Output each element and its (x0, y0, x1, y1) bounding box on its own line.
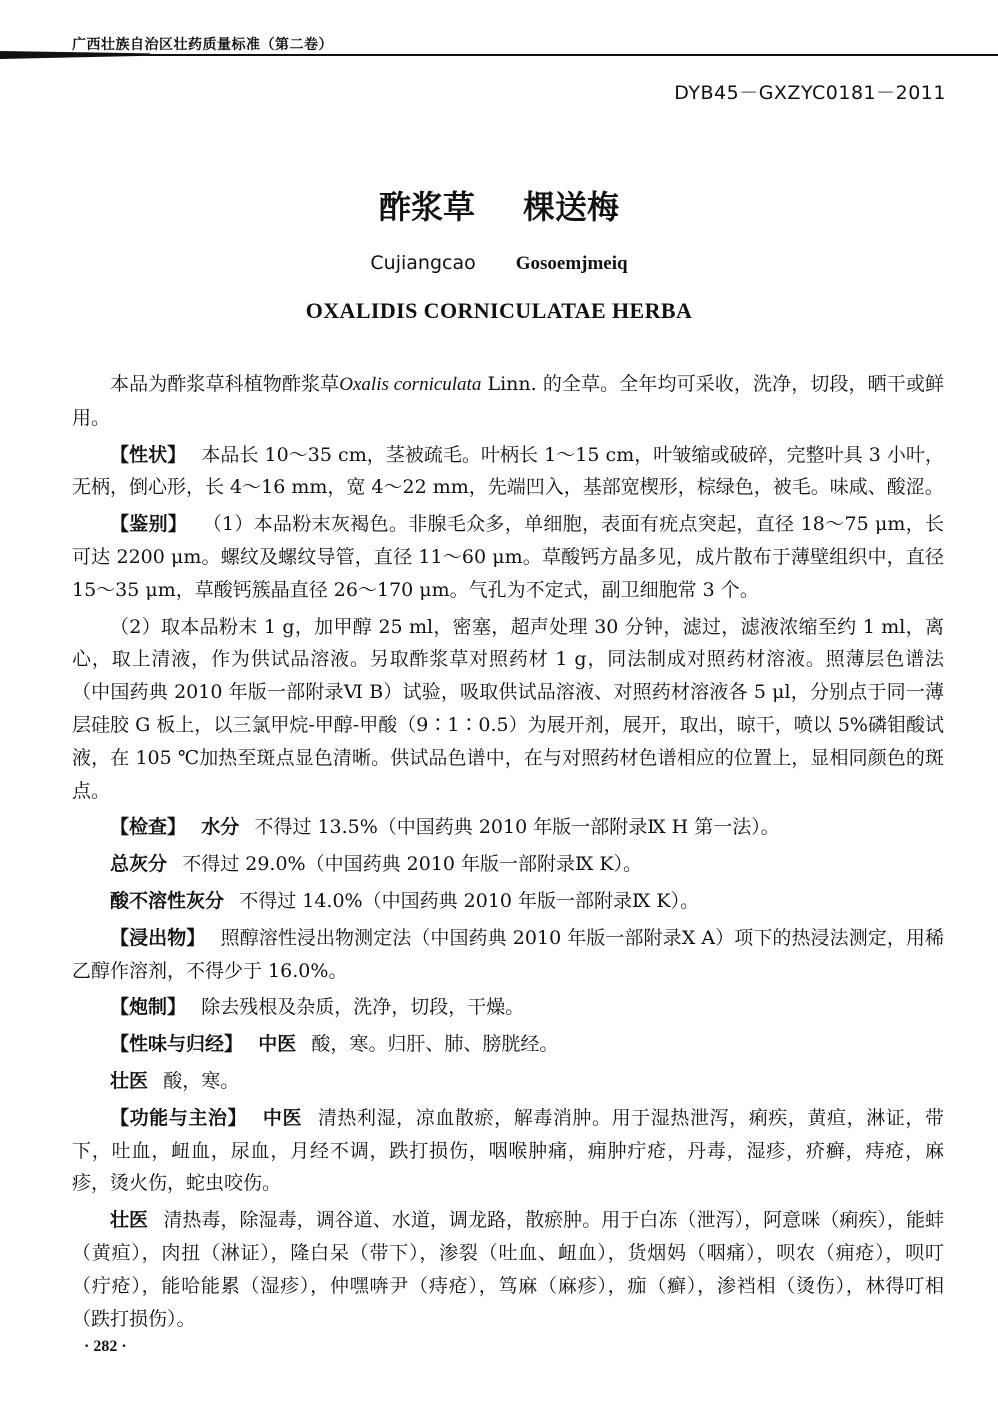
acid-ash-label: 酸不溶性灰分 (110, 889, 225, 912)
identification-section (72, 508, 944, 606)
inspection-ash (72, 848, 944, 881)
title-zh: 酢浆草 (378, 188, 475, 226)
running-header: 广西壮族自治区壮药质量标准（第二卷） (72, 37, 333, 53)
intro-text-a: 本品为酢浆草科植物酢浆草 (110, 373, 340, 395)
page-title (0, 182, 998, 228)
acid-ash-text: 不得过 14.0%（中国药典 2010 年版一部附录Ⅸ K）。 (239, 889, 700, 912)
ash-text: 不得过 29.0%（中国药典 2010 年版一部附录Ⅸ K）。 (182, 853, 643, 876)
description-section (72, 439, 944, 505)
nature-label: 【性味与归经】 (110, 1033, 244, 1056)
inspection-acid-ash (72, 885, 944, 918)
title-zhuang: 棵送梅 (523, 188, 620, 226)
nature-tcm-text: 酸，寒。归肝、肺、膀胱经。 (311, 1033, 559, 1056)
identification-label: 【鉴别】 (110, 513, 188, 536)
nature-zhuang (72, 1065, 944, 1098)
identification-p1: （1）本品粉末灰褐色。非腺毛众多，单细胞，表面有疣点突起，直径 18～75 μm，长可达 2200 μm。螺纹及螺纹导管，直径 11～60 μm。草酸钙方晶多见，成片散布于薄壁组织中，直径 15～35 μm，草酸钙簇晶直径 26～170 μm。气孔为不定式，副卫细胞常 3 个。 (72, 513, 944, 601)
water-text: 不得过 13.5%（中国药典 2010 年版一部附录Ⅸ H 第一法）。 (254, 816, 780, 839)
extract-text: 照醇溶性浸出物测定法（中国药典 2010 年版一部附录Ⅹ A）项下的热浸法测定，用稀乙醇作溶剂，不得少于 16.0%。 (72, 926, 944, 982)
standard-code: DYB45－GXZYC0181－2011 (674, 82, 946, 104)
functions-tcm-label: 中医 (262, 1106, 303, 1129)
nature-tcm-label: 中医 (258, 1033, 297, 1056)
title-pinyin: Cujiangcao (370, 252, 476, 274)
identification-p2: （2）取本品粉末 1 g，加甲醇 25 ml，密塞，超声处理 30 分钟，滤过，滤液浓缩至约 1 ml，离心，取上清液，作为供试品溶液。另取酢浆草对照药材 1 g，同法制成对照药材溶液。照薄层色谱法（中国药典 2010 年版一部附录Ⅵ B）试验，吸取供试品溶液、对照药材溶液各 5 μl，分别点于同一薄层硅胶 G 板上，以三氯甲烷-甲醇-甲酸（9∶1∶0.5）为展开剂，展开，取出，晾干，喷以 5%磷钼酸试液，在 105 ℃加热至斑点显色清晰。供试品色谱中，在与对照药材色谱相应的位置上，显相同颜色的斑点。 (72, 615, 944, 802)
page-number: · 282 · (84, 1338, 127, 1355)
inspection-water (72, 811, 944, 844)
processing-text: 除去残根及杂质，洗净，切段，干燥。 (201, 996, 525, 1019)
inspection-label: 【检查】 (110, 816, 187, 839)
functions-tcm-text: 清热利湿，凉血散瘀，解毒消肿。用于湿热泄泻，痢疾，黄疸，淋证，带下，吐血，衄血，尿血，月经不调，跌打损伤，咽喉肿痛，痈肿疔疮，丹毒，湿疹，疥癣，痔疮，麻疹，烫火伤，蛇虫咬伤。 (72, 1106, 944, 1195)
description-label: 【性状】 (110, 443, 187, 466)
water-label: 水分 (201, 816, 240, 839)
functions-zhuang (72, 1204, 944, 1335)
functions-label: 【功能与主治】 (110, 1106, 248, 1129)
monograph-body (72, 368, 944, 1339)
extract-label: 【浸出物】 (110, 926, 206, 949)
intro-text-b: Linn. 的全草。全年均可采收，洗净，切段，晒干或鲜用。 (72, 373, 944, 429)
extract-section (72, 922, 944, 988)
functions-section (72, 1102, 944, 1200)
intro-paragraph (72, 368, 944, 435)
nature-zhuang-label: 壮医 (110, 1069, 149, 1092)
processing-section (72, 991, 944, 1024)
title-romanized (0, 252, 998, 275)
ash-label: 总灰分 (110, 853, 168, 876)
nature-section (72, 1028, 944, 1061)
header-rule (0, 54, 998, 56)
processing-label: 【炮制】 (110, 996, 187, 1019)
nature-zhuang-text: 酸，寒。 (163, 1069, 240, 1092)
functions-zhuang-text: 清热毒，除湿毒，调谷道、水道，调龙路，散瘀肿。用于白冻（泄泻），阿意咪（痢疾），能蚌（黄疸），肉扭（淋证），隆白呆（带下），渗裂（吐血、衄血），货烟妈（咽痛），呗农（痈疮），呗叮（疔疮），能哈能累（湿疹），仲嘿喯尹（痔疮），笃麻（麻疹），痂（癣），渗裆相（烫伤），林得叮相（跌打损伤）。 (72, 1209, 944, 1330)
title-latin: OXALIDIS CORNICULATAE HERBA (305, 298, 693, 323)
functions-zhuang-label: 壮医 (110, 1209, 149, 1232)
intro-species: Oxalis corniculata (339, 374, 482, 395)
description-text: 本品长 10～35 cm，茎被疏毛。叶柄长 1～15 cm，叶皱缩或破碎，完整叶具 3 小叶，无柄，倒心形，长 4～16 mm，宽 4～22 mm，先端凹入，基部宽楔形，棕绿色，被毛。味咸、酸涩。 (72, 443, 944, 499)
title-zhuang-romanized: Gosoemjmeiq (515, 253, 628, 274)
